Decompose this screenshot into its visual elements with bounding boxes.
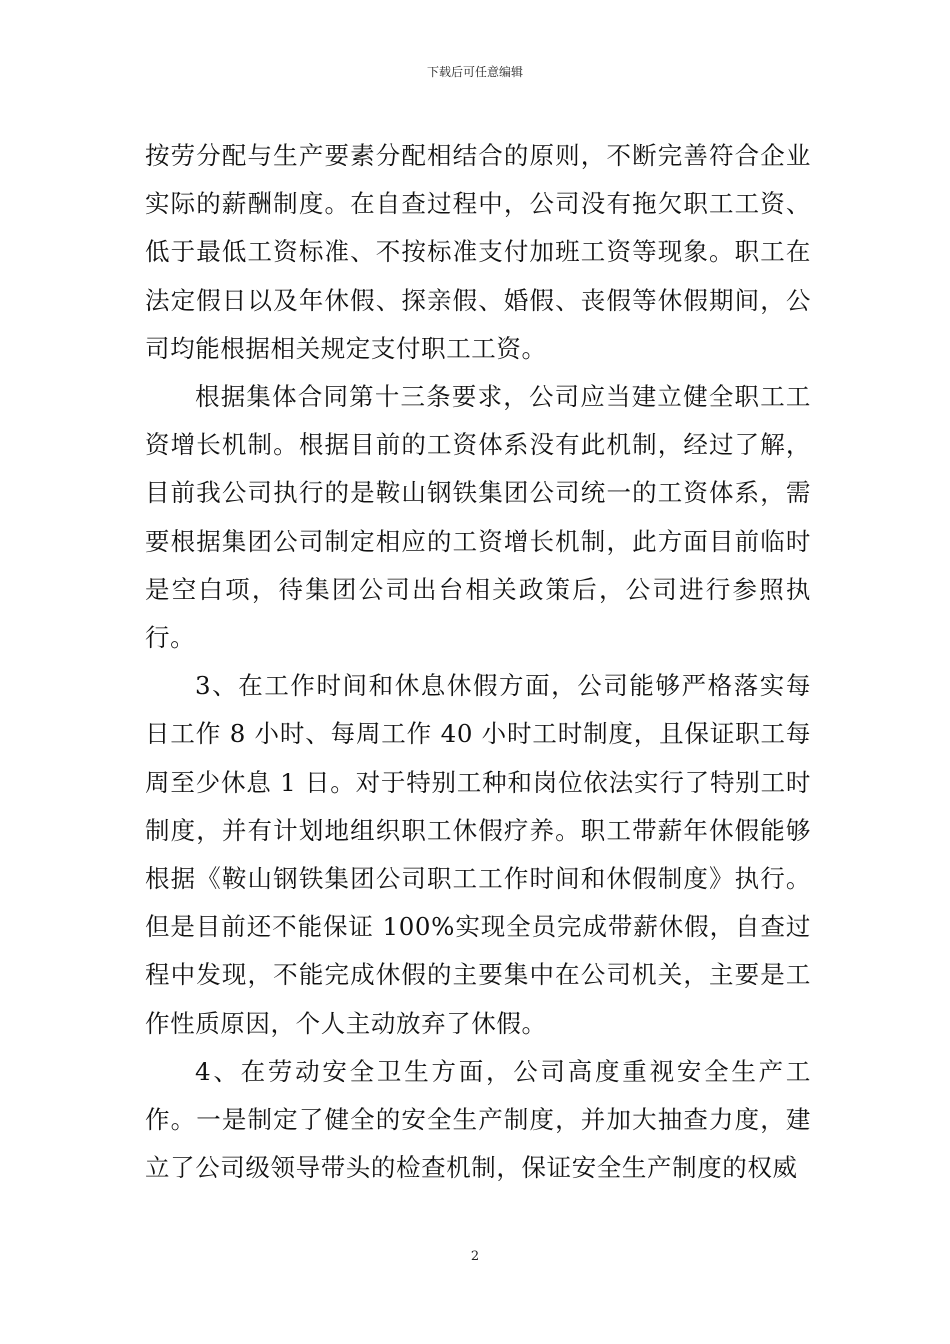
page-number: 2 <box>470 1249 480 1264</box>
paragraph-working-hours: 3、在工作时间和休息休假方面，公司能够严格落实每日工作 8 小时、每周工作 40 小时工时制度，且保证职工每周至少休息 1 日。对于特别工种和岗位依法实行了特别工时制度，并有计划地组织职工休假疗养。职工带薪年休假能够根据《鞍山钢铁集团公司职工工作时间和休假制度》执行。但是目前还不能保证 100%实现全员完成带薪休假，自查过程中发现，不能完成休假的主要集中在公司机关，主要是工作性质原因，个人主动放弃了休假。 <box>145 671 811 1038</box>
paragraph-wage-system: 按劳分配与生产要素分配相结合的原则，不断完善符合企业实际的薪酬制度。在自查过程中，公司没有拖欠职工工资、低于最低工资标准、不按标准支付加班工资等现象。职工在法定假日以及年休假、探亲假、婚假、丧假等休假期间，公司均能根据相关规定支付职工工资。 <box>145 141 811 363</box>
paragraph-labor-safety: 4、在劳动安全卫生方面，公司高度重视安全生产工作。一是制定了健全的安全生产制度，并加大抽查力度，建立了公司级领导带头的检查机制，保证安全生产制度的权威 <box>145 1056 811 1183</box>
paragraph-wage-growth: 根据集体合同第十三条要求，公司应当建立健全职工工资增长机制。根据目前的工资体系没有此机制，经过了解，目前我公司执行的是鞍山钢铁集团公司统一的工资体系，需要根据集团公司制定相应的工资增长机制，此方面目前临时是空白项，待集团公司出台相关政策后，公司进行参照执行。 <box>145 382 811 653</box>
document-body <box>145 132 811 1192</box>
page-header: 下载后可任意编辑 <box>426 65 523 79</box>
